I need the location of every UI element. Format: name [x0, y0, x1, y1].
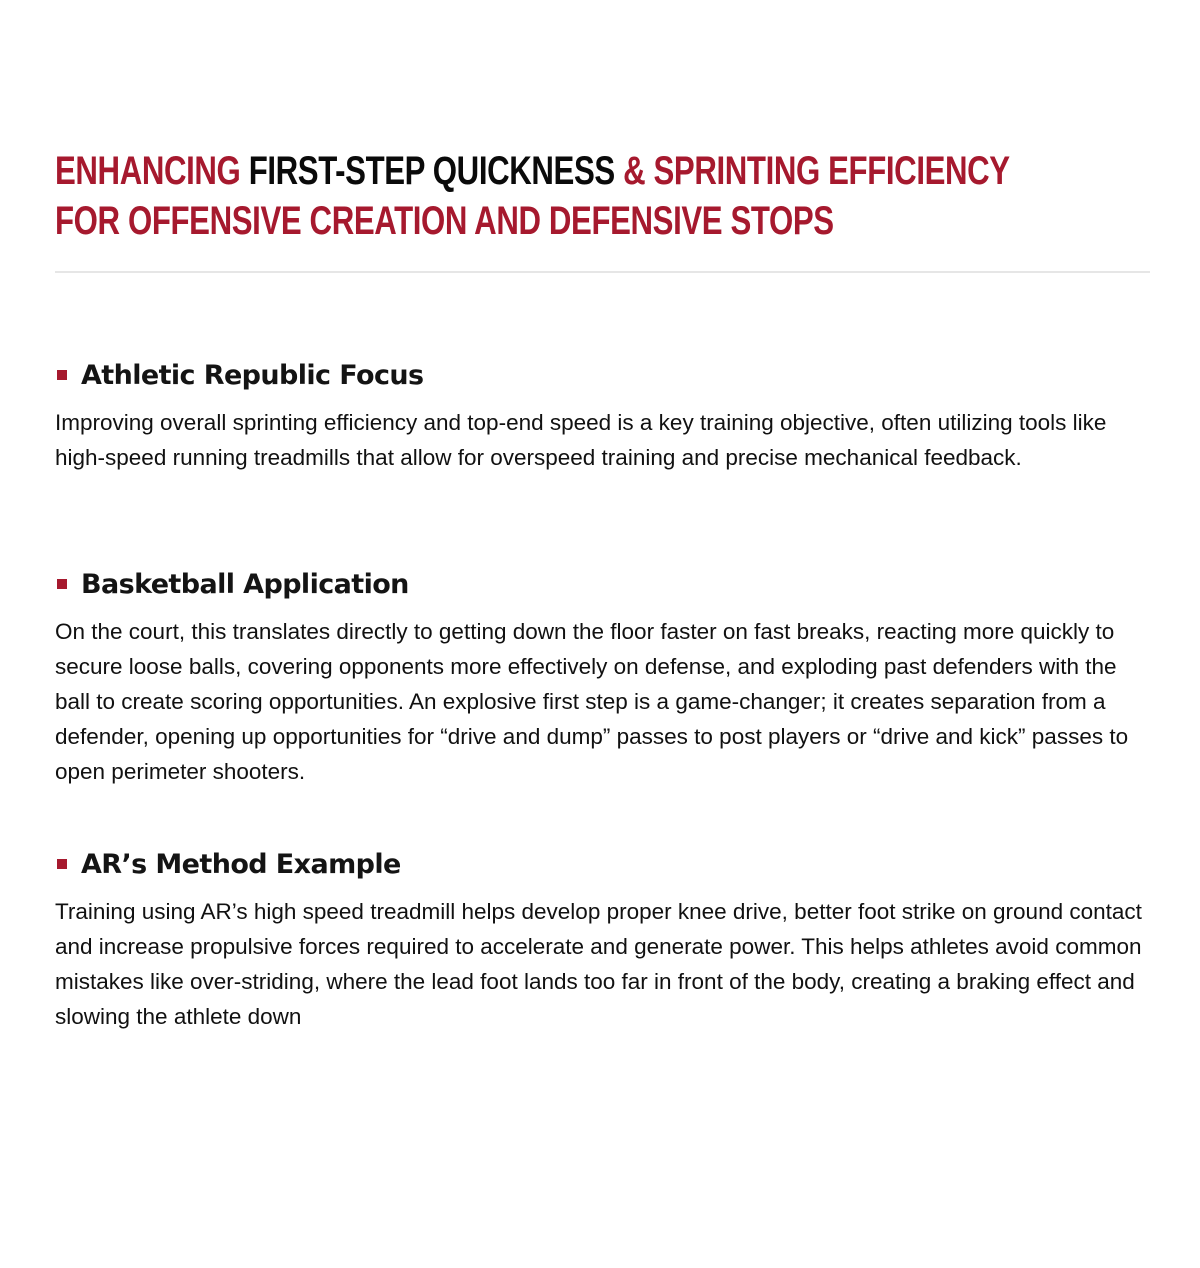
section-heading-text: Athletic Republic Focus — [81, 359, 424, 391]
section-body: On the court, this translates directly to getting down the floor faster on fast breaks, reacting more quickly to secure loose balls, covering opponents more effectively on defense, and exploding past defenders with the ball to create scoring opportunities. An explosive first step is a game-changer; it creates separation from a defender, opening up opportunities for “drive and dump” passes to post players or “drive and kick” passes to open perimeter shooters. — [55, 619, 1129, 784]
section-basketball-application — [55, 564, 1155, 789]
section-heading-text: AR’s Method Example — [81, 848, 401, 880]
title-divider — [55, 271, 1150, 273]
page-title — [55, 146, 1010, 246]
section-athletic-republic-focus — [55, 355, 1155, 475]
section-heading-text: Basketball Application — [81, 568, 409, 600]
square-bullet-icon — [57, 370, 67, 380]
section-heading — [55, 844, 1155, 884]
section-body: Training using AR’s high speed treadmill helps develop proper knee drive, better foot strike on ground contact and increase propulsive forces required to accelerate and generate power. This helps athletes avoid common mistakes like over-striding, where the lead foot lands too far in front of the body, creating a braking effect and slowing the athlete down — [55, 899, 1142, 1029]
section-heading — [55, 355, 1155, 395]
title-emphasis-first-step: FIRST-STEP QUICKNESS — [248, 149, 615, 193]
square-bullet-icon — [57, 579, 67, 589]
square-bullet-icon — [57, 859, 67, 869]
section-ar-method-example — [55, 844, 1155, 1034]
section-heading — [55, 564, 1155, 604]
title-accent-enhancing: ENHANCING — [55, 149, 249, 193]
title-line-2: FOR OFFENSIVE CREATION AND DEFENSIVE STOPS — [55, 199, 834, 243]
title-accent-sprinting: & SPRINTING EFFICIENCY — [614, 149, 1010, 193]
section-body: Improving overall sprinting efficiency and top-end speed is a key training objective, often utilizing tools like high-speed running treadmills that allow for overspeed training and precise mechanical feedback. — [55, 410, 1107, 470]
